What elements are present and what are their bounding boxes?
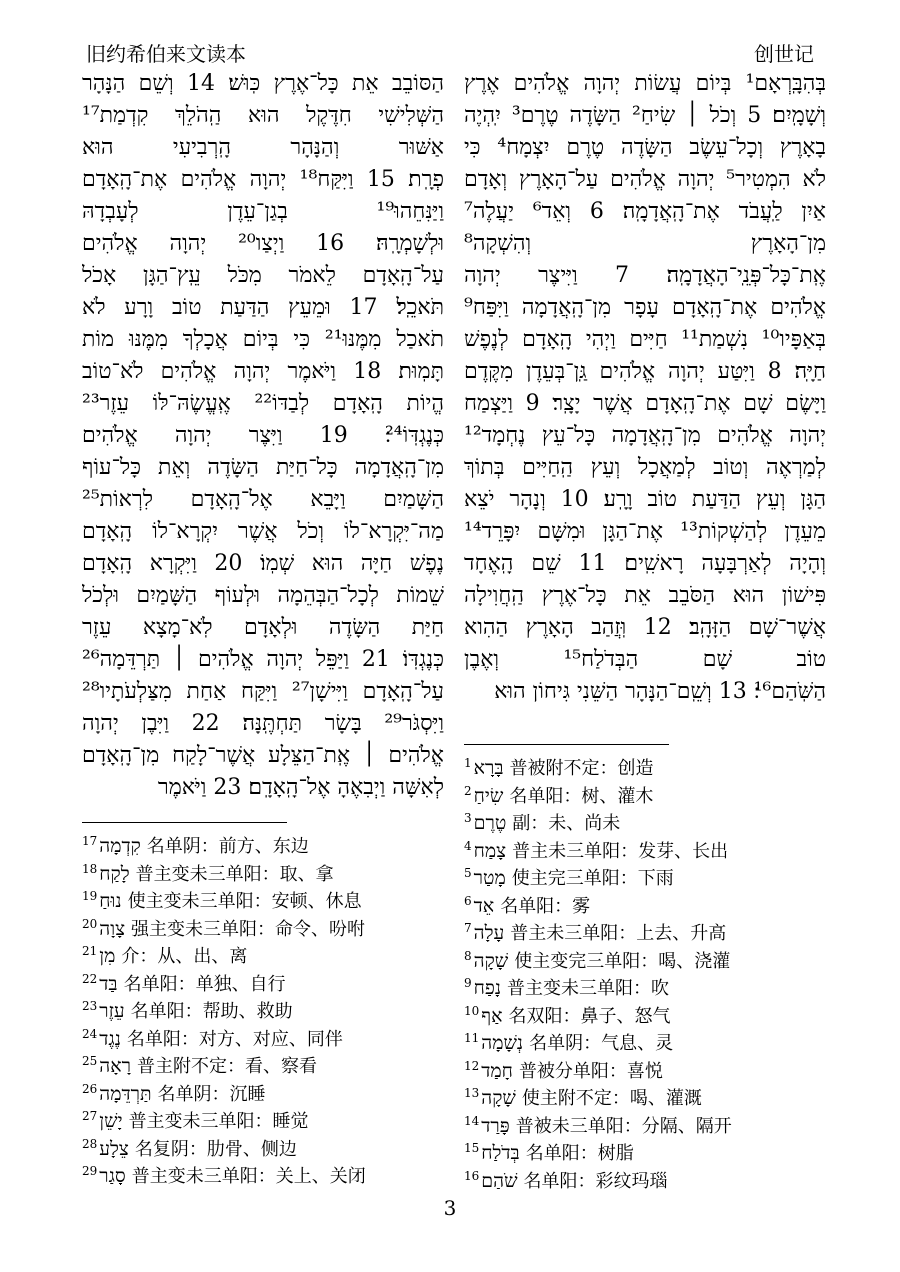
- footnote-number: 25: [82, 1054, 98, 1068]
- footnote-number: 27: [82, 1109, 98, 1123]
- footnote-separator-left: [82, 822, 287, 823]
- footnote-hebrew-word: טֶרֶם: [473, 812, 507, 834]
- footnote-gloss: 名单阳：帮助、救助: [130, 1001, 293, 1022]
- footnotes-right-column: [464, 750, 844, 1190]
- main-text-right-column: [464, 68, 826, 708]
- footnote-number: 16: [464, 1168, 480, 1183]
- text-line: לְמַרְאֶה וְטוֹב לְמַאֲכָל וְעֵץ הַֽחַיִּים בְּתוֹךְ: [464, 455, 826, 480]
- footnote-gloss: 普主变未三单阳：取、拿: [135, 863, 334, 885]
- footnote-hebrew-word: תַּרְדֵּמָה: [99, 1082, 152, 1105]
- footnote-hebrew-word: רָאָה: [99, 1055, 131, 1077]
- footnote-gloss: 使主附不定：喝、灌溉: [521, 1088, 702, 1109]
- text-line: מַה־יִּקְרָא־לוֹ וְכֹל אֲשֶׁר יִקְרָא־לוֹ הָֽאָדָם: [82, 519, 444, 544]
- footnote-hebrew-word: עֵזֶר: [99, 1000, 125, 1022]
- footnote-item: [82, 1076, 462, 1104]
- footnote-item: [464, 1163, 844, 1191]
- footnote-gloss: 使主变完三单阳：喝、浇灌: [514, 950, 731, 972]
- text-line: כְּנֶגְדּֽוֹ²⁴׃ 19 וַיִּצֶר יְהוָה אֱלֹהִים: [82, 423, 444, 448]
- footnote-gloss: 普主未三单阳：发芽、长出: [512, 840, 729, 862]
- text-line: לְאִשָּׁה וַיְבִאֶהָ אֶל־הָֽאָדָֽם׃ 23 וַיֹּאמֶר: [157, 775, 444, 800]
- footnote-hebrew-word: פָּרַד: [481, 1114, 510, 1137]
- footnote-item: [464, 888, 844, 916]
- text-line: יְהוָה אֱלֹהִים מִן־הָֽאֲדָמָה כָּל־עֵץ נֶחְמָד¹²: [464, 423, 826, 448]
- footnote-gloss: 名单阳：树、灌木: [509, 785, 654, 807]
- footnote-gloss: 普主未三单阳：上去、升高: [510, 923, 727, 944]
- footnote-hebrew-word: לָקַח: [99, 862, 130, 885]
- footnote-gloss: 名单阳：雾: [500, 895, 591, 917]
- text-line: וַיָּשֶׂם שָׁם אֶת־הָֽאָדָם אֲשֶׁר יָצָֽר׃ 9 וַיַּצְמַח: [464, 391, 826, 416]
- footnote-number: 5: [464, 866, 472, 880]
- text-line: לֹא הִמְטִיר⁵ יְהוָה אֱלֹהִים עַל־הָאָרֶץ וְאָדָם: [464, 167, 826, 192]
- footnote-gloss: 普被未三单阳：分隔、隔开: [515, 1115, 732, 1137]
- footnote-item: [464, 1108, 844, 1136]
- footnote-item: [82, 883, 462, 911]
- footnote-hebrew-word: אַף: [481, 1004, 503, 1027]
- footnote-gloss: 名单阳：彩纹玛瑙: [523, 1170, 668, 1192]
- footnote-hebrew-word: שָׁקָה: [473, 949, 509, 972]
- text-line: מִן־הָֽאֲדָמָה כָּל־חַיַּת הַשָּׂדֶה וְאֵת כָּל־עוֹף: [82, 455, 444, 480]
- footnote-number: 1: [464, 756, 472, 770]
- page-number: 3: [443, 1196, 457, 1220]
- footnote-hebrew-word: שֹׁהַם: [481, 1169, 518, 1192]
- footnote-number: 29: [82, 1164, 98, 1178]
- text-line: עַל־הָֽאָדָם וַיִּישָׁן²⁷ וַיִּקַּח אַחַת מִצַּלְעֹתָיו²⁸: [82, 679, 444, 704]
- text-line: אַשּׁוּר וְהַנָּהָר הָֽרְבִיעִי הוּא: [82, 135, 444, 160]
- text-line: כְּנֶגְדּֽוֹ׃ 21 וַיַּפֵּל יְהוָה אֱלֹהִים ׀ תַּרְדֵּמָה²⁶: [82, 647, 444, 672]
- text-line: הַשָּׁמַיִם וַיָּבֵא אֶל־הָֽאָדָם לִרְאוֹת²⁵: [82, 487, 444, 512]
- text-line: תָּמֽוּת׃ 18 וַיֹּאמֶר יְהוָה אֱלֹהִים לֹא־טוֹב: [82, 359, 444, 384]
- footnote-hebrew-word: עָלָה: [473, 922, 505, 944]
- footnote-item: [464, 1135, 844, 1163]
- footnote-number: 9: [464, 976, 472, 990]
- footnote-number: 8: [464, 948, 472, 963]
- footnote-item: [464, 998, 844, 1026]
- footnote-number: 6: [464, 893, 472, 908]
- footnote-item: [464, 805, 844, 833]
- footnote-hebrew-word: שִׂיחַ: [473, 784, 504, 807]
- text-line: עַל־הָֽאָדָם לֵאמֹר מִכֹּל עֵֽץ־הַגָּן אָכֹל: [82, 263, 444, 288]
- footnote-item: [82, 938, 462, 966]
- text-line: אֶֽת־כָּל־פְּנֵֽי־הָאֲדָמָֽה׃ 7 וַיִּיצֶר יְהוָה: [464, 263, 826, 288]
- footnote-hebrew-word: חָמַד: [481, 1059, 513, 1082]
- text-line: תֹאכַל מִמֶּנּוּ²¹ כִּי בְּיוֹם אֲכָלְךָ מִמֶּנּוּ מוֹת: [82, 327, 444, 352]
- footnote-hebrew-word: בְּדֹלַח: [481, 1142, 520, 1164]
- text-line: הַגָּן וְעֵץ הַדַּעַת טוֹב וָרָֽע׃ 10 וְנָהָר יֹצֵא: [464, 487, 826, 512]
- footnote-item: [82, 1048, 462, 1076]
- footnote-number: 22: [82, 971, 98, 986]
- footnote-gloss: 名单阳：单独、自行: [123, 973, 286, 995]
- footnote-hebrew-word: נְשָׁמָה: [481, 1032, 524, 1054]
- footnote-item: [464, 970, 844, 998]
- footnote-gloss: 强主变未三单阳：命令、吩咐: [131, 918, 366, 940]
- text-line: תֹּאכֵֽל׃ 17 וּמֵעֵץ הַדַּעַת טוֹב וָרָע לֹא: [82, 295, 444, 320]
- footnote-gloss: 介：从、出、离: [121, 946, 248, 967]
- footnote-number: 14: [464, 1113, 480, 1128]
- footnote-item: [82, 1021, 462, 1049]
- text-line: חַיָּֽה׃ 8 וַיִּטַּע יְהוָה אֱלֹהִים גַּֽן־בְּעֵדֶן מִקֶּדֶם: [464, 359, 826, 384]
- footnote-item: [464, 943, 844, 971]
- text-line: הֱיוֹת הָֽאָדָם לְבַדּוֹ²² אֶֽעֱשֶׂהּ־לּוֹ עֵזֶר²³: [82, 391, 444, 416]
- text-line: אַיִן לַֽעֲבֹד אֶת־הָֽאֲדָמָֽה׃ 6 וְאֵד⁶ יַעֲלֶה⁷: [464, 199, 826, 224]
- text-line: שֵׁמוֹת לְכָל־הַבְּהֵמָה וּלְעוֹף הַשָּׁמַיִם וּלְכֹל: [82, 583, 444, 608]
- running-header-chapter-title: 创世记: [754, 42, 814, 66]
- footnote-item: [82, 828, 462, 856]
- footnote-hebrew-word: שָׁקָה: [481, 1087, 516, 1109]
- footnote-hebrew-word: צָמַח: [473, 839, 507, 862]
- footnote-gloss: 普主附不定：看、察看: [136, 1056, 317, 1077]
- footnote-number: 17: [82, 834, 98, 848]
- footnote-item: [464, 778, 844, 806]
- footnote-gloss: 名单阳：对方、对应、同伴: [126, 1028, 343, 1050]
- text-line: אֱלֹהִים ׀ אֶֽת־הַצֵּלָע אֲשֶׁר־לָקַח מִן־הָֽאָדָם: [82, 743, 444, 768]
- footnote-gloss: 普主变未三单阳：吹: [507, 978, 670, 999]
- text-line: בְּאַפָּיו¹⁰ נִשְׁמַת¹¹ חַיִּים וַיְהִי הָֽאָדָם לְנֶפֶשׁ: [464, 327, 826, 352]
- footnote-item: [464, 1053, 844, 1081]
- footnote-gloss: 使主变未三单阳：安顿、休息: [127, 891, 362, 912]
- footnote-number: 12: [464, 1058, 480, 1073]
- footnote-number: 21: [82, 944, 98, 958]
- footnote-hebrew-word: יָשֵׁן: [99, 1110, 123, 1132]
- text-line: בָאָרֶץ וְכָל־עֵשֶׂב הַשָּׂדֶה טֶרֶם יִצְמָח⁴ כִּי: [464, 135, 826, 160]
- footnote-item: [82, 856, 462, 884]
- text-line: חַיַּת הַשָּׂדֶה וּלְאָדָם לֹֽא־מָצָא עֵזֶר: [82, 615, 444, 640]
- footnote-item: [82, 1131, 462, 1159]
- text-line: וְהָיָה לְאַרְבָּעָה רָאשִֽׁים׃ 11 שֵׁם הָֽאֶחָד: [464, 551, 826, 576]
- text-line: הַסּוֹבֵב אֵת כָּל־אֶרֶץ כּֽוּשׁ׃ 14 וְשֵׁם הַנָּהָר: [82, 71, 444, 96]
- main-text-left-column: [82, 68, 444, 804]
- footnote-item: [464, 1080, 844, 1108]
- footnote-number: 19: [82, 889, 98, 903]
- footnote-gloss: 使主完三单阳：下雨: [511, 868, 674, 889]
- footnote-number: 26: [82, 1081, 98, 1096]
- footnote-number: 15: [464, 1141, 480, 1155]
- footnote-hebrew-word: נָפַח: [473, 977, 502, 999]
- footnote-item: [464, 750, 844, 778]
- text-line: וַיִּסְגֹּר²⁹ בָּשָׂר תַּחְתֶּֽנָּה׃ 22 וַיִּבֶן יְהוָה: [82, 711, 444, 736]
- footnote-hebrew-word: סָגַר: [99, 1165, 126, 1187]
- footnote-hebrew-word: אֵד: [473, 894, 495, 917]
- text-line: נֶפֶשׁ חַיָּה הוּא שְׁמֽוֹ׃ 20 וַיִּקְרָא הָֽאָדָם: [82, 551, 444, 576]
- footnote-number: 3: [464, 811, 472, 825]
- footnote-hebrew-word: צָוָה: [99, 917, 126, 940]
- footnote-item: [82, 993, 462, 1021]
- footnote-hebrew-word: נוּחַ: [99, 890, 122, 912]
- text-line: וּלְשָׁמְרָֽהּ׃ 16 וַיְצַו²⁰ יְהוָה אֱלֹהִים: [82, 231, 444, 256]
- footnote-item: [464, 860, 844, 888]
- footnote-number: 18: [82, 861, 98, 876]
- footnote-number: 2: [464, 783, 472, 798]
- footnote-gloss: 普主变未三单阳：睡觉: [128, 1111, 309, 1132]
- footnote-item: [82, 1158, 462, 1186]
- text-line: וַיַּנִּחֵהוּ¹⁹ בְגַן־עֵדֶן לְעָבְדָהּ: [82, 199, 444, 224]
- text-line: הַשְּׁלִישִׁי חִדֶּקֶל הוּא הַֽהֹלֵךְ קִדְמַת¹⁷: [82, 103, 444, 128]
- footnote-gloss: 名单阴：沉睡: [157, 1083, 266, 1105]
- text-line: מֵעֵדֶן לְהַשְׁקוֹת¹³ אֶת־הַגָּן וּמִשָּׁם יִפָּרֵד¹⁴: [464, 519, 826, 544]
- text-line: טוֹב שָׁם הַבְּדֹלַח¹⁵ וְאֶבֶן: [464, 647, 826, 672]
- footnote-number: 4: [464, 838, 472, 853]
- footnote-number: 7: [464, 921, 472, 935]
- text-line: הַשֹּֽׁהַם¹⁶׃ 13 וְשֵֽׁם־הַנָּהָר הַשֵּׁנִי גִּיחוֹן הוּא: [494, 679, 826, 704]
- footnote-number: 24: [82, 1026, 98, 1041]
- footnote-gloss: 普被附不定：创造: [509, 758, 654, 779]
- footnote-gloss: 名单阴：气息、灵: [529, 1033, 674, 1054]
- footnote-number: 28: [82, 1136, 98, 1151]
- text-line: מִן־הָאָרֶץ וְהִשְׁקָה⁸: [464, 231, 826, 256]
- footnote-gloss: 普主变未三单阳：关上、关闭: [131, 1166, 366, 1187]
- footnote-gloss: 名单阳：树脂: [525, 1143, 634, 1164]
- footnote-number: 10: [464, 1003, 480, 1018]
- text-line: אֱלֹהִים אֶת־הָֽאָדָם עָפָר מִן־הָֽאֲדָמָה וַיִּפַּח⁹: [464, 295, 826, 320]
- footnote-item: [82, 966, 462, 994]
- footnote-hebrew-word: קִדְמָה: [99, 835, 141, 857]
- footnote-hebrew-word: צֵלָע: [99, 1137, 129, 1160]
- running-header-book-title: 旧约希伯来文读本: [86, 42, 246, 66]
- footnote-gloss: 普被分单阳：喜悦: [518, 1060, 663, 1082]
- footnote-item: [464, 833, 844, 861]
- footnote-item: [82, 1103, 462, 1131]
- text-line: אֲשֶׁר־שָׁם הַזָּהָֽב׃ 12 וּֽזֲהַב הָאָרֶץ הַהִוא: [464, 615, 826, 640]
- footnote-gloss: 名复阴：肋骨、侧边: [134, 1138, 297, 1160]
- footnote-separator-right: [464, 744, 669, 745]
- footnote-item: [464, 1025, 844, 1053]
- text-line: וְשָׁמָֽיִם׃ 5 וְכֹל ׀ שִׂיחַ² הַשָּׂדֶה טֶרֶם³ יִֽהְיֶה: [464, 103, 826, 128]
- footnote-gloss: 名单阴：前方、东边: [146, 836, 309, 857]
- footnote-item: [464, 915, 844, 943]
- footnote-number: 13: [464, 1086, 480, 1100]
- footnote-number: 20: [82, 916, 98, 931]
- footnote-item: [82, 911, 462, 939]
- text-line: בְּהִבָּֽרְאָם¹ בְּיוֹם עֲשׂוֹת יְהוָה אֱלֹהִים אֶרֶץ: [464, 71, 826, 96]
- footnote-gloss: 副：未、尚未: [512, 813, 621, 834]
- footnote-hebrew-word: נֶגֶד: [99, 1027, 121, 1050]
- footnote-hebrew-word: בַּד: [99, 972, 118, 995]
- footnote-number: 23: [82, 999, 98, 1013]
- footnote-hebrew-word: בָּרָא: [473, 757, 504, 779]
- footnote-number: 11: [464, 1031, 480, 1045]
- footnotes-left-column: [82, 828, 462, 1186]
- footnote-gloss: 名双阳：鼻子、怒气: [508, 1005, 671, 1027]
- text-line: פְרָֽת׃ 15 וַיִּקַּח¹⁸ יְהוָה אֱלֹהִים אֶת־הָֽאָדָם: [82, 167, 444, 192]
- footnote-hebrew-word: מָטַר: [473, 867, 506, 889]
- footnote-hebrew-word: מִן: [99, 945, 116, 967]
- text-line: פִּישׁוֹן הוּא הַסֹּבֵב אֵת כָּל־אֶרֶץ הַֽחֲוִילָה: [464, 583, 826, 608]
